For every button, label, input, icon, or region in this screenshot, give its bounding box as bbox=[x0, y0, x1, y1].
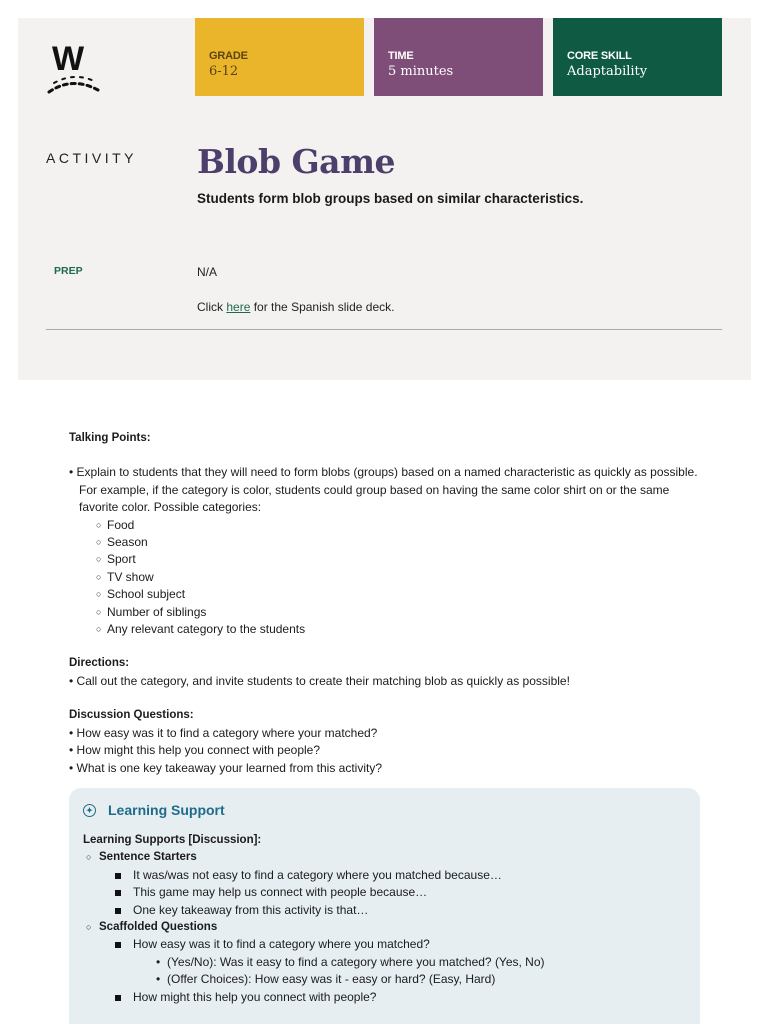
list-item: How easy was it to find a category where you matched? bbox=[83, 936, 686, 953]
grade-label: GRADE bbox=[209, 50, 248, 62]
core-skill-label: CORE SKILL bbox=[567, 50, 632, 62]
learning-supports-heading: Learning Supports [Discussion]: bbox=[83, 834, 262, 846]
time-label: TIME bbox=[388, 50, 414, 62]
list-item: • (Yes/No): Was it easy to find a category where you matched? (Yes, No) bbox=[83, 954, 686, 971]
accessibility-icon: ✦ bbox=[83, 804, 96, 817]
time-tile bbox=[374, 18, 543, 96]
talking-points-intro: • Explain to students that they will need to form blobs (groups) based on a named characteristic as quickly as possible. For example, if the category is color, students could group based on having the same color shirt on or the same favorite color. Possible categories: bbox=[69, 465, 698, 515]
list-item: • (Offer Choices): How easy was it - easy or hard? (Easy, Hard) bbox=[83, 971, 686, 988]
spanish-suffix: for the Spanish slide deck. bbox=[250, 300, 395, 314]
spacer bbox=[69, 447, 709, 464]
discussion-item: • How easy was it to find a category where your matched? bbox=[69, 725, 378, 740]
list-item: ○ Food bbox=[97, 517, 709, 534]
spanish-prefix: Click bbox=[197, 300, 227, 314]
learning-support-title: Learning Support bbox=[108, 802, 225, 818]
sentence-starters-label: ○ Sentence Starters bbox=[83, 849, 686, 866]
talking-points-heading: Talking Points: bbox=[69, 432, 151, 444]
grade-value: 6-12 bbox=[209, 64, 239, 79]
scaffolded-questions-label: ○ Scaffolded Questions bbox=[83, 919, 686, 936]
spanish-deck-line bbox=[197, 300, 394, 314]
list-item: ○ Any relevant category to the students bbox=[97, 621, 709, 638]
grade-tile bbox=[195, 18, 364, 96]
core-skill-value: Adaptability bbox=[567, 64, 648, 79]
list-item: This game may help us connect with people because… bbox=[83, 884, 686, 901]
activity-header bbox=[18, 18, 751, 380]
learning-support-body bbox=[83, 832, 686, 1006]
time-value: 5 minutes bbox=[388, 64, 454, 79]
prep-value: N/A bbox=[197, 265, 218, 279]
activity-label: ACTIVITY bbox=[46, 150, 138, 166]
list-item: ○ School subject bbox=[97, 586, 709, 603]
discussion-heading: Discussion Questions: bbox=[69, 709, 194, 722]
spanish-deck-link[interactable]: here bbox=[226, 300, 251, 314]
core-skill-tile bbox=[553, 18, 722, 96]
list-item: It was/was not easy to find a category where you matched because… bbox=[83, 867, 686, 884]
list-item: One key takeaway from this activity is that… bbox=[83, 902, 686, 919]
list-item: ○ Season bbox=[97, 534, 709, 551]
page-title: Blob Game bbox=[197, 142, 395, 181]
learning-support-header bbox=[83, 802, 686, 818]
directions-heading: Directions: bbox=[69, 657, 130, 670]
spacer bbox=[69, 690, 709, 707]
logo-letter: W bbox=[52, 40, 84, 78]
discussion-item: • What is one key takeaway your learned from this activity? bbox=[69, 760, 383, 775]
brand-logo bbox=[46, 40, 104, 94]
list-item: ○ Sport bbox=[97, 551, 709, 568]
list-item: ○ TV show bbox=[97, 569, 709, 586]
categories-list bbox=[69, 517, 709, 639]
logo-smile-icon bbox=[46, 40, 104, 94]
list-item: How might this help you connect with people? bbox=[83, 989, 686, 1006]
prep-label: PREP bbox=[54, 265, 83, 277]
list-item: ○ Number of siblings bbox=[97, 604, 709, 621]
spacer bbox=[69, 638, 709, 655]
header-divider bbox=[46, 329, 722, 330]
discussion-item: • How might this help you connect with people? bbox=[69, 743, 321, 758]
learning-support-box bbox=[69, 788, 700, 1024]
directions-item: • Call out the category, and invite students to create their matching blob as quickly as possible! bbox=[69, 673, 570, 688]
activity-content bbox=[69, 430, 709, 777]
page-subtitle: Students form blob groups based on similar characteristics. bbox=[197, 191, 584, 206]
